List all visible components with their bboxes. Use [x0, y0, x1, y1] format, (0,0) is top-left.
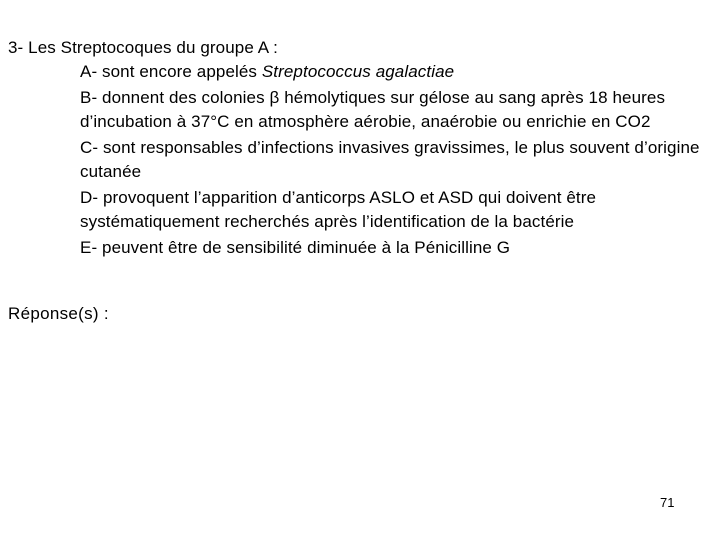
answer-option-a — [80, 60, 705, 84]
answer-option-d: D- provoquent l’apparition d’anticorps ASLO et ASD qui doivent être systématiquement recherchés après l’identification de la bactérie — [80, 188, 597, 231]
answer-option-c: C- sont responsables d’infections invasives gravissimes, le plus souvent d’origine cutanée — [80, 138, 700, 181]
response-label: Réponse(s) : — [8, 304, 109, 323]
page-number: 71 — [660, 495, 675, 510]
answer-option-a-species: Streptococcus agalactiae — [261, 62, 455, 81]
question-title: 3- Les Streptocoques du groupe A : — [8, 38, 278, 57]
answer-option-b: B- donnent des colonies β hémolytiques sur gélose au sang après 18 heures d’incubation à 37°C en atmosphère aérobie, anaérobie ou enrichie en CO2 — [80, 88, 666, 131]
answer-options-list — [80, 60, 705, 262]
answer-option-e: E- peuvent être de sensibilité diminuée à la Pénicilline G — [80, 238, 511, 257]
answer-option-a-text: A- sont encore appelés — [80, 62, 262, 81]
